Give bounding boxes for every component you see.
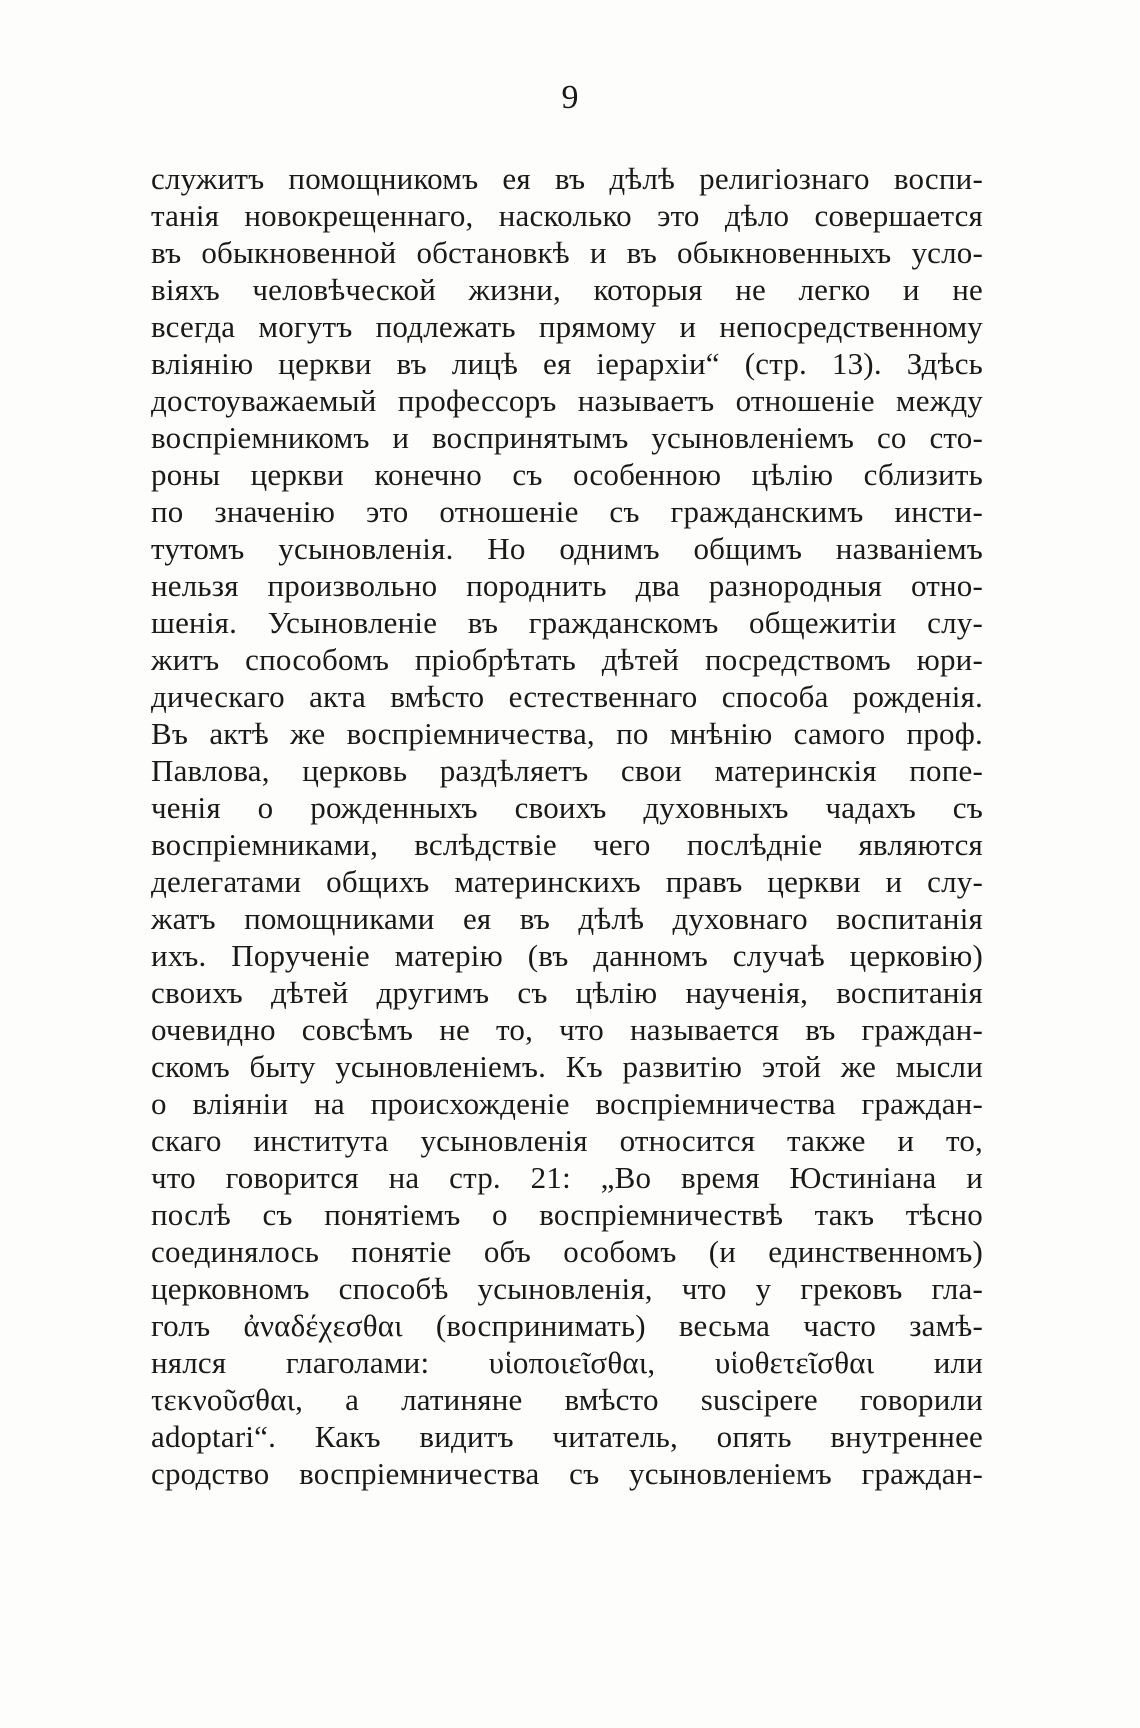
text-line: своихъ дѣтей другимъ съ цѣлію наученія, воспитанія [151,975,983,1010]
text-line: скомъ быту усыновленіемъ. Къ развитію этой же мысли [151,1049,983,1084]
text-line: тутомъ усыновленія. Но однимъ общимъ названіемъ [151,531,983,566]
text-line: соединялось понятіе объ особомъ (и единственномъ) [151,1234,983,1269]
text-line: послѣ съ понятіемъ о воспріемничествѣ такъ тѣсно [151,1197,983,1232]
page-number: 9 [561,79,579,116]
text-line: о вліяніи на происхожденіе воспріемничества граждан- [151,1086,983,1121]
text-line: житъ способомъ пріобрѣтать дѣтей посредствомъ юри- [151,642,983,677]
text-line: Въ актѣ же воспріемничества, по мнѣнію самого проф. [151,716,983,751]
text-line: віяхъ человѣческой жизни, которыя не легко и не [151,272,983,307]
text-line: церковномъ способѣ усыновленія, что у грековъ гла- [151,1271,983,1306]
text-line: воспріемниками, вслѣдствіе чего послѣдніе являются [151,827,983,862]
text-line: нялся глаголами: υἱοποιεῖσθαι, υἱοθετεῖσθαι или [151,1345,983,1380]
text-line: по значенію это отношеніе съ гражданскимъ инсти- [151,494,983,529]
text-line: ченія о рожденныхъ своихъ духовныхъ чадахъ съ [151,790,983,825]
text-line: τεκνοῦσθαι, а латиняне вмѣсто suscipere говорили [151,1382,983,1417]
text-line: жатъ помощниками ея въ дѣлѣ духовнаго воспитанія [151,901,983,936]
text-line: дическаго акта вмѣсто естественнаго способа рожденія. [151,679,983,714]
text-line: танія новокрещеннаго, насколько это дѣло совершается [151,198,983,233]
text-line: скаго института усыновленія относится также и то, [151,1123,983,1158]
text-line: делегатами общихъ материнскихъ правъ церкви и слу- [151,864,983,899]
text-line: сродство воспріемничества съ усыновленіемъ граждан- [151,1456,983,1491]
text-line: роны церкви конечно съ особенною цѣлію сблизить [151,457,983,492]
text-line: что говорится на стр. 21: „Во время Юстиніана и [151,1160,983,1195]
text-line: всегда могутъ подлежать прямому и непосредственному [151,309,983,344]
text-line: adoptari“. Какъ видитъ читатель, опять внутреннее [151,1419,983,1454]
text-line: Павлова, церковь раздѣляетъ свои материнскія попе- [151,753,983,788]
text-line: въ обыкновенной обстановкѣ и въ обыкновенныхъ усло- [151,235,983,270]
body-text [151,160,983,1492]
text-line: воспріемникомъ и воспринятымъ усыновленіемъ со сто- [151,420,983,455]
text-line: очевидно совсѣмъ не то, что называется въ граждан- [151,1012,983,1047]
text-line: вліянію церкви въ лицѣ ея іерархіи“ (стр. 13). Здѣсь [151,346,983,381]
text-line: служитъ помощникомъ ея въ дѣлѣ религіознаго воспи- [151,161,983,196]
text-line: шенія. Усыновленіе въ гражданскомъ общежитіи слу- [151,605,983,640]
text-line: ихъ. Порученіе матерію (въ данномъ случаѣ церковію) [151,938,983,973]
text-line: достоуважаемый профессоръ называетъ отношеніе между [151,383,983,418]
text-line: голъ ἀναδέχεσθαι (воспринимать) весьма часто замѣ- [151,1308,983,1343]
text-line: нельзя произвольно породнить два разнородныя отно- [151,568,983,603]
